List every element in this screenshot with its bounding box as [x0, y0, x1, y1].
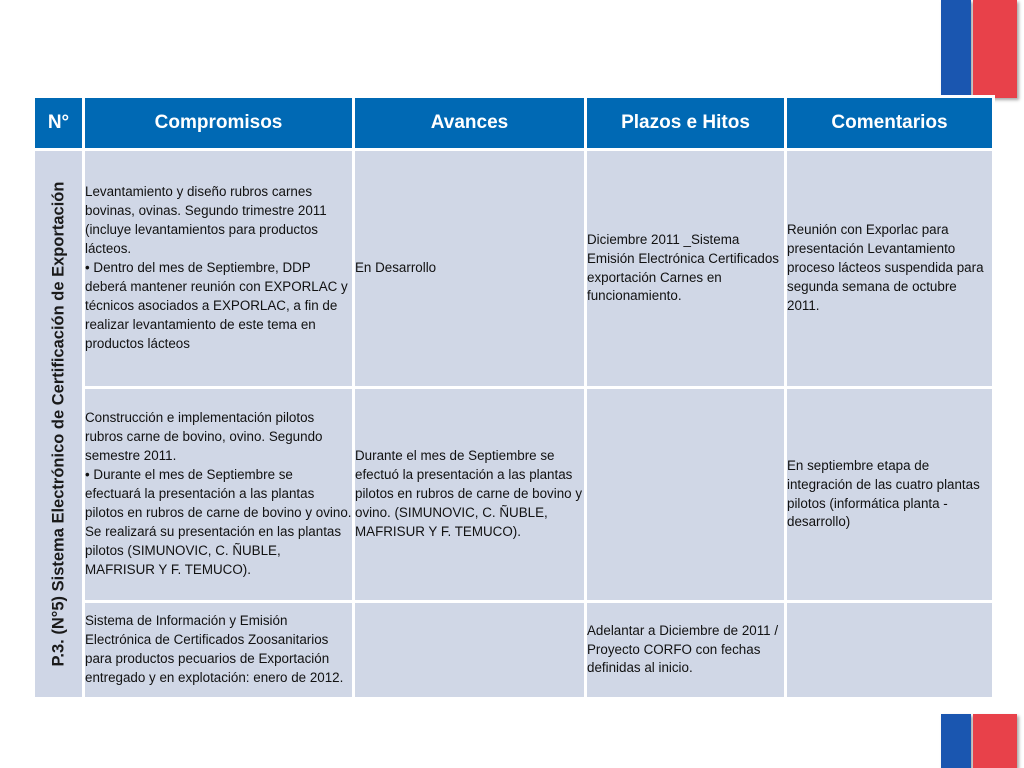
- header-plazos: Plazos e Hitos: [586, 97, 786, 150]
- header-no: N°: [34, 97, 84, 150]
- table-row: [34, 150, 994, 388]
- cell-comentarios: [786, 602, 994, 699]
- cell-plazos: Adelantar a Diciembre de 2011 / Proyecto CORFO con fechas definidas al inicio.: [586, 602, 786, 699]
- header-avances: Avances: [354, 97, 586, 150]
- flag-red-stripe: [973, 714, 1017, 768]
- flag-red-stripe: [973, 0, 1017, 98]
- section-label: P.3. (N°5) Sistema Electrónico de Certificación de Exportación: [49, 181, 68, 667]
- cell-compromisos: Sistema de Información y Emisión Electrónica de Certificados Zoosanitarios para productos pecuarios de Exportación entregado y en explotación: enero de 2012.: [84, 602, 354, 699]
- cell-avances: En Desarrollo: [354, 150, 586, 388]
- cell-avances: [354, 602, 586, 699]
- flag-decoration-bottom: [941, 714, 1019, 768]
- cell-plazos: Diciembre 2011 _Sistema Emisión Electrónica Certificados exportación Carnes en funcionamiento.: [586, 150, 786, 388]
- cell-compromisos: Levantamiento y diseño rubros carnes bovinas, ovinas. Segundo trimestre 2011 (incluye levantamientos para productos lácteos. • Dentro del mes de Septiembre, DDP deberá mantener reunión con EXPORLAC y técnicos asociados a EXPORLAC, a fin de realizar levantamiento de este tema en productos lácteos: [84, 150, 354, 388]
- flag-blue-stripe: [941, 0, 971, 98]
- header-comentarios: Comentarios: [786, 97, 994, 150]
- commitments-table: [32, 95, 995, 700]
- flag-decoration-top: [941, 0, 1019, 100]
- cell-plazos: [586, 388, 786, 602]
- section-label-cell: [34, 150, 84, 699]
- flag-blue-stripe: [941, 714, 971, 768]
- table-header-row: [34, 97, 994, 150]
- cell-compromisos: Construcción e implementación pilotos rubros carne de bovino, ovino. Segundo semestre 2011. • Durante el mes de Septiembre se efectuará la presentación a las plantas pilotos en rubros de carne de bovino y ovino. Se realizará su presentación en las plantas pilotos (SIMUNOVIC, C. ÑUBLE, MAFRISUR Y F. TEMUCO).: [84, 388, 354, 602]
- table-row: [34, 602, 994, 699]
- cell-comentarios: En septiembre etapa de integración de las cuatro plantas pilotos (informática planta - desarrollo): [786, 388, 994, 602]
- cell-avances: Durante el mes de Septiembre se efectuó la presentación a las plantas pilotos en rubros de carne de bovino y ovino. (SIMUNOVIC, C. ÑUBLE, MAFRISUR Y F. TEMUCO).: [354, 388, 586, 602]
- cell-comentarios: Reunión con Exporlac para presentación Levantamiento proceso lácteos suspendida para segunda semana de octubre 2011.: [786, 150, 994, 388]
- table-row: [34, 388, 994, 602]
- header-compromisos: Compromisos: [84, 97, 354, 150]
